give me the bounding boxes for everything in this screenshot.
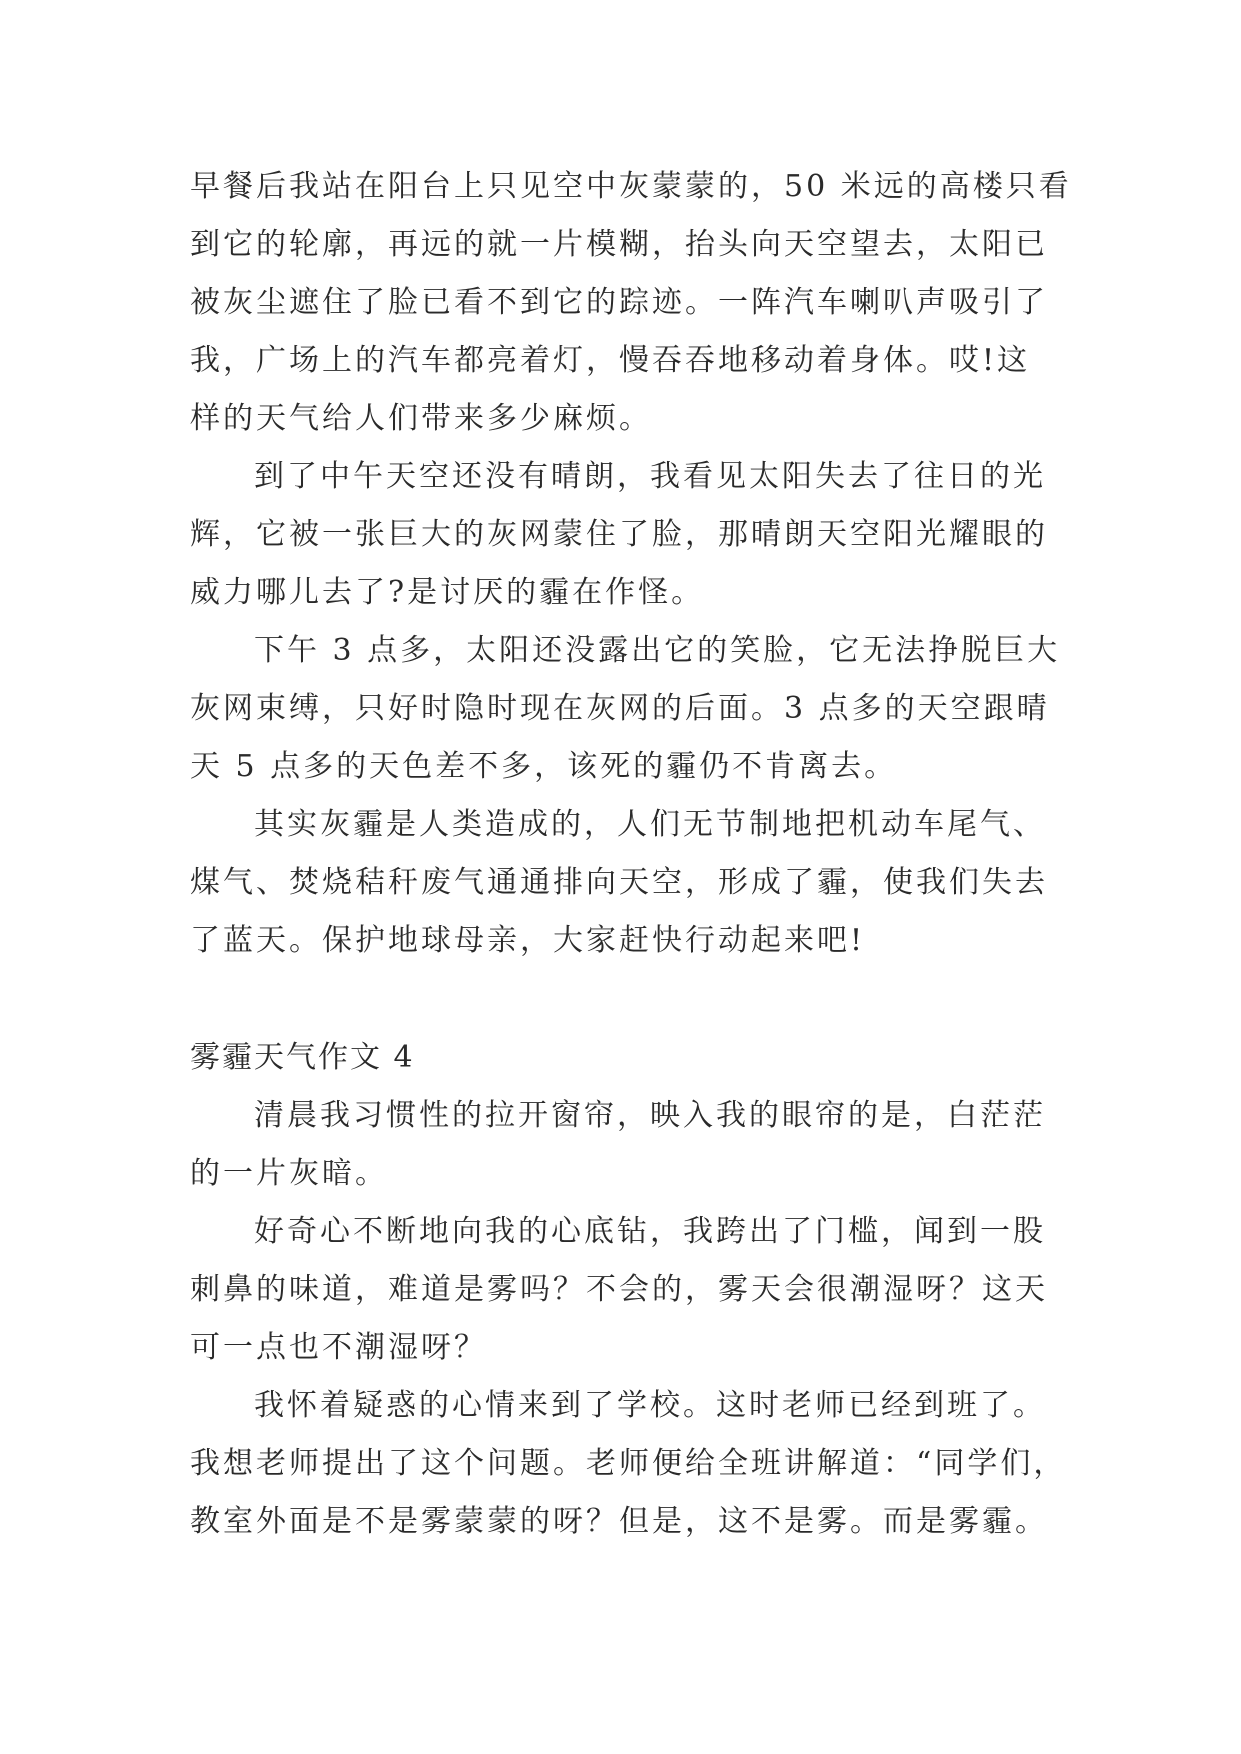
paragraph-line: 到了中午天空还没有晴朗，我看见太阳失去了往日的光 [254, 459, 1046, 494]
paragraph-line: 威力哪儿去了?是讨厌的霾在作怪。 [190, 575, 705, 610]
paragraph-line: 其实灰霾是人类造成的，人们无节制地把机动车尾气、 [254, 807, 1046, 842]
paragraph-line: 可一点也不潮湿呀？ [190, 1330, 487, 1365]
paragraph-line: 的一片灰暗。 [190, 1156, 388, 1191]
paragraph-line: 我怀着疑惑的心情来到了学校。这时老师已经到班了。 [254, 1388, 1046, 1423]
paragraph-line: 天 5 点多的天色差不多，该死的霾仍不肯离去。 [190, 749, 898, 784]
section-heading: 雾霾天气作文 4 [190, 1040, 415, 1075]
paragraph-line: 清晨我习惯性的拉开窗帘，映入我的眼帘的是，白茫茫 [254, 1098, 1046, 1133]
paragraph-line: 早餐后我站在阳台上只见空中灰蒙蒙的，50 米远的高楼只看 [190, 169, 1072, 204]
paragraph-line: 我想老师提出了这个问题。老师便给全班讲解道：“同学们， [190, 1446, 1067, 1481]
paragraph-line: 下午 3 点多，太阳还没露出它的笑脸，它无法挣脱巨大 [254, 633, 1061, 668]
paragraph-line: 我，广场上的汽车都亮着灯，慢吞吞地移动着身体。哎!这 [190, 343, 1031, 378]
paragraph-line: 煤气、焚烧秸秆废气通通排向天空，形成了霾，使我们失去 [190, 865, 1048, 900]
paragraph-line: 辉，它被一张巨大的灰网蒙住了脸，那晴朗天空阳光耀眼的 [190, 517, 1048, 552]
paragraph-line: 样的天气给人们带来多少麻烦。 [190, 401, 652, 436]
paragraph-line: 好奇心不断地向我的心底钻，我跨出了门槛，闻到一股 [254, 1214, 1046, 1249]
paragraph-line: 刺鼻的味道，难道是雾吗？不会的，雾天会很潮湿呀？这天 [190, 1272, 1048, 1307]
paragraph-line: 了蓝天。保护地球母亲，大家赶快行动起来吧! [190, 923, 866, 958]
essay-4 [190, 1029, 1070, 1551]
essay-3-continued [190, 158, 1070, 970]
paragraph-line: 到它的轮廓，再远的就一片模糊，抬头向天空望去，太阳已 [190, 227, 1048, 262]
paragraph-line: 被灰尘遮住了脸已看不到它的踪迹。一阵汽车喇叭声吸引了 [190, 285, 1048, 320]
paragraph-line: 教室外面是不是雾蒙蒙的呀？但是，这不是雾。而是雾霾。 [190, 1504, 1048, 1539]
paragraph-line: 灰网束缚，只好时隐时现在灰网的后面。3 点多的天空跟晴 [190, 691, 1050, 726]
